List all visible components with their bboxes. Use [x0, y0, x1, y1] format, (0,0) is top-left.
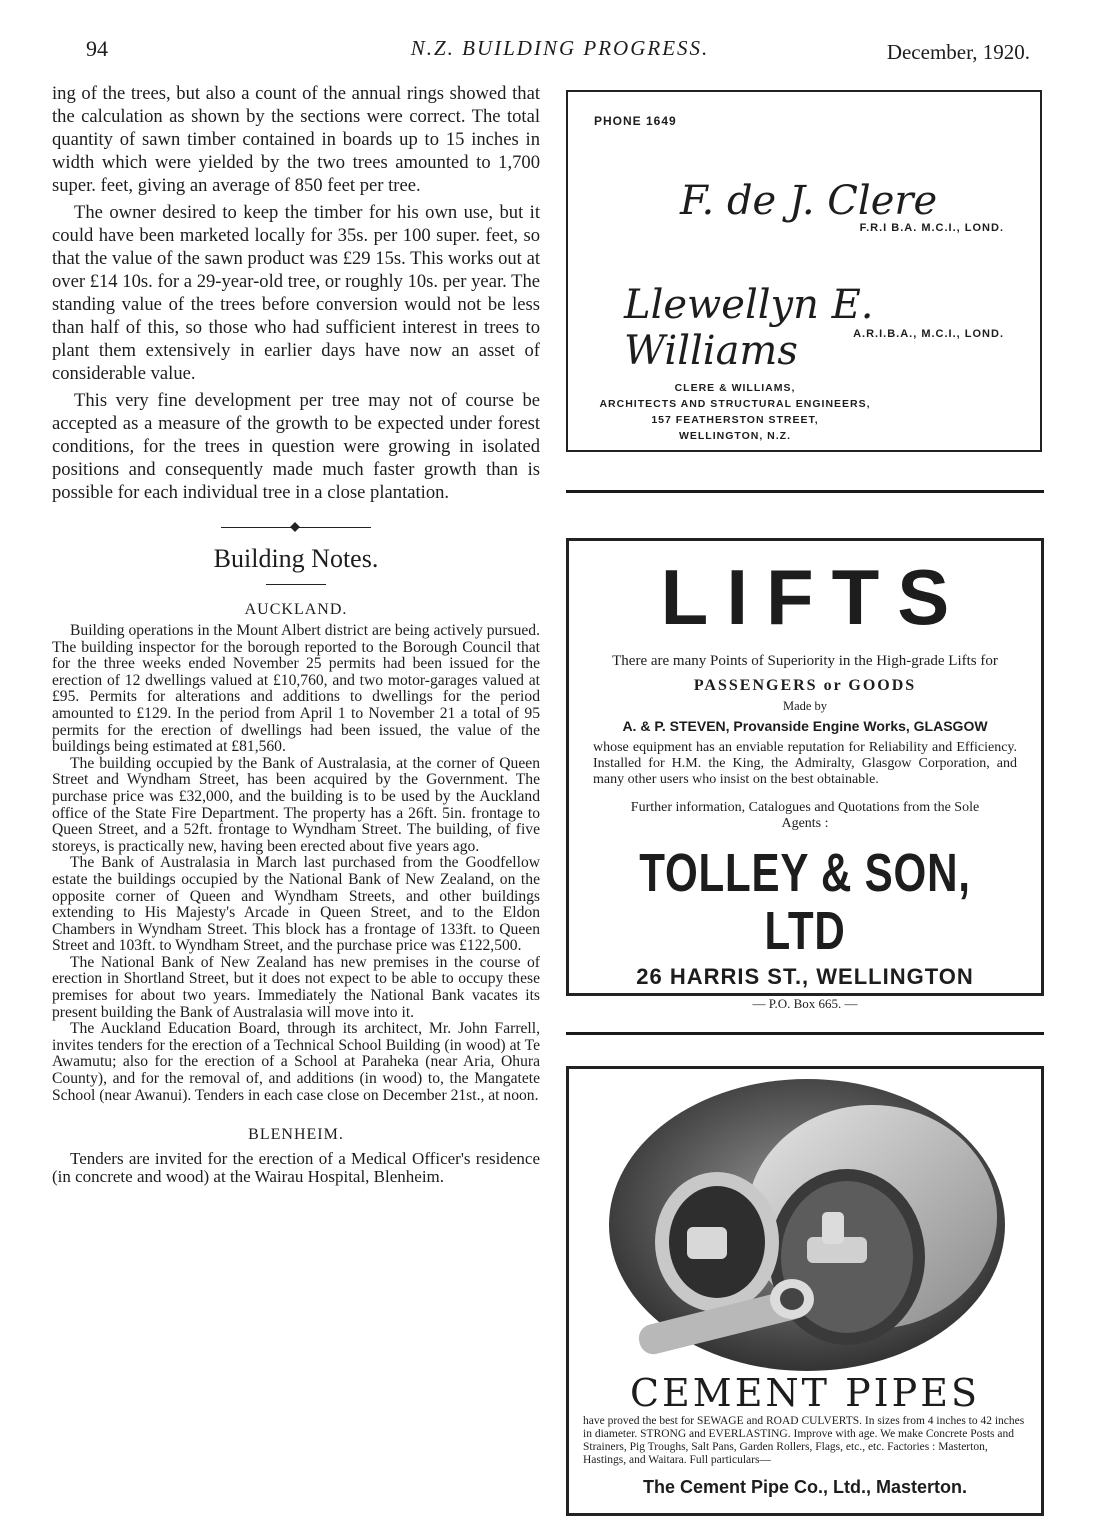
- blenheim-paragraph: Tenders are invited for the erection of a Medical Officer's residence (in concrete and wood) at the Wairau Hospital, Blenheim.: [52, 1149, 540, 1187]
- cement-pipe-company: The Cement Pipe Co., Ltd., Masterton.: [642, 1477, 968, 1497]
- divider-rule: [566, 490, 1044, 493]
- paragraph: The owner desired to keep the timber for his own use, but it could have been marketed locally for 35s. per 100 super. feet, so that the value of the sawn product was £29 15s. This works out at over £14 10s. for a 29-year-old tree, or roughly 10s. per year. The standing value of the trees before conversion would not be less than half of this, so those who had sufficient interest in trees to plant them extensively in earlier days have now an asset of considerable value.: [52, 202, 540, 384]
- lifts-advert: [566, 538, 1044, 1011]
- cement-pipes-body: have proved the best for SEWAGE and ROAD CULVERTS. In sizes from 4 inches to 42 inches in diameter. STRONG and EVERLASTING. Improve with age. We make Concrete Posts and Strainers, Pig Troughs, Salt Pans, Garden Rollers, Flags, etc., etc. Factories : Masterton, Hastings, and Waitara. Full particulars—: [583, 1415, 1025, 1466]
- firm-line: ARCHITECTS AND STRUCTURAL ENGINEERS,: [599, 398, 871, 410]
- auckland-paragraph: The building occupied by the Bank of Australasia, at the corner of Queen Street and Wyndham Street, has been acquired by the Government. The purchase price was £32,000, and the building is to be used by the Auckland office of the State Fire Department. The property has a 26ft. 5in. frontage to Queen Street, and a 52ft. frontage to Wyndham Street. The building, of five storeys, is practically new, having been erected about five years ago.: [52, 754, 540, 855]
- page-number: 94: [86, 36, 108, 61]
- agent-name: TOLLEY & SON, LTD: [639, 843, 971, 961]
- left-column: [52, 82, 540, 1186]
- signature-clere: F. de J. Clere: [680, 178, 938, 224]
- lifts-for: PASSENGERS or GOODS: [693, 677, 917, 694]
- auckland-paragraph: The National Bank of New Zealand has new premises in the course of erection in Shortland Street, but it does not expect to be able to occupy these premises for about two years. Immediately the National Bank vacates its present building the Bank of Australasia will move into it.: [52, 953, 540, 1021]
- firm-address: [590, 380, 880, 444]
- paragraph: ing of the trees, but also a count of the annual rings showed that the calculation as shown by the sections were correct. The total quantity of sawn timber contained in boards up to 15 inches in width which were yielded by the two trees amounted to 1,700 super. feet, giving an average of 850 feet per tree.: [52, 83, 540, 196]
- issue-date: December, 1920.: [886, 40, 1030, 64]
- running-title: N.Z. BUILDING PROGRESS.: [410, 36, 710, 60]
- signature-williams: Llewellyn E. Williams: [624, 282, 874, 374]
- phone-number: PHONE 1649: [594, 114, 677, 128]
- made-by: Made by: [782, 699, 828, 713]
- further-info: Further information, Catalogues and Quotations from the Sole Agents :: [630, 800, 980, 831]
- cement-pipes-advert: [566, 1066, 1044, 1516]
- maker-name: A. & P. STEVEN, Provanside Engine Works, GLASGOW: [622, 718, 988, 734]
- lifts-headline: LIFTS: [660, 553, 968, 641]
- agent-address: 26 HARRIS ST., WELLINGTON: [636, 964, 974, 989]
- lifts-body: whose equipment has an enviable reputation for Reliability and Efficiency. Installed for H.M. the King, the Admiralty, Glasgow Corporation, and many other users who insist on the best obtainable.: [593, 740, 1017, 787]
- blenheim-heading: BLENHEIM.: [248, 1126, 344, 1144]
- auckland-paragraph: The Auckland Education Board, through its architect, Mr. John Farrell, invites tenders for the erection of a Technical School Building (in wood) at Te Awamutu; also for the erection of a School at Paraheka (near Aria, Ohura County), and for the removal of, and additions (in wood) to, the Mangatete School (near Awanui). Tenders in each case close on December 21st., at noon.: [52, 1020, 540, 1104]
- firm-line: CLERE & WILLIAMS,: [674, 382, 796, 394]
- cement-pipes-headline: CEMENT PIPES: [629, 1371, 981, 1415]
- clere-williams-advert: [566, 90, 1042, 452]
- auckland-paragraph: Building operations in the Mount Albert district are being actively pursued. The building inspector for the borough reported to the Borough Council that for the three weeks ended November 25 permits had been issued for the erection of 12 dwellings valued at £10,760, and two motor-garages valued at £95. Permits for alterations and additions to dwellings for the period amounted to £129. In the period from April 1 to November 21 a total of 95 permits for the erection of dwellings had been issued, the value of the buildings being estimated at £81,560.: [52, 622, 540, 756]
- firm-line: 157 FEATHERSTON STREET,: [651, 414, 819, 426]
- auckland-heading: AUCKLAND.: [244, 601, 348, 618]
- section-ornament: [221, 522, 371, 532]
- section-title: Building Notes.: [213, 544, 379, 573]
- page-header: [0, 36, 1114, 70]
- pipes-photo: [607, 1077, 1007, 1373]
- firm-line: WELLINGTON, N.Z.: [678, 430, 792, 442]
- lifts-intro: There are many Points of Superiority in the High-grade Lifts for: [612, 653, 998, 669]
- po-box: — P.O. Box 665. —: [752, 996, 858, 1011]
- qualification-clere: F.R.I B.A. M.C.I., LOND.: [859, 222, 1004, 234]
- title-rule: [266, 584, 326, 585]
- auckland-paragraph: The Bank of Australasia in March last purchased from the Goodfellow estate the buildings occupied by the National Bank of New Zealand, on the opposite corner of Queen and Wyndham Streets, and other buildings extending to His Majesty's Arcade in Queen Street, and to the Eldon Chambers in Wyndham Street. This block has a frontage of 133ft. to Queen Street and 103ft. to Wyndham Street, and the purchase price was £122,500.: [52, 854, 540, 955]
- divider-rule: [566, 1032, 1044, 1035]
- qualification-williams: A.R.I.B.A., M.C.I., LOND.: [853, 328, 1004, 340]
- paragraph: This very fine development per tree may not of course be accepted as a measure of the growth to be expected under forest conditions, for the trees in question were growing in isolated positions and consequently made much faster growth than is possible for each individual tree in a close plantation.: [52, 390, 540, 503]
